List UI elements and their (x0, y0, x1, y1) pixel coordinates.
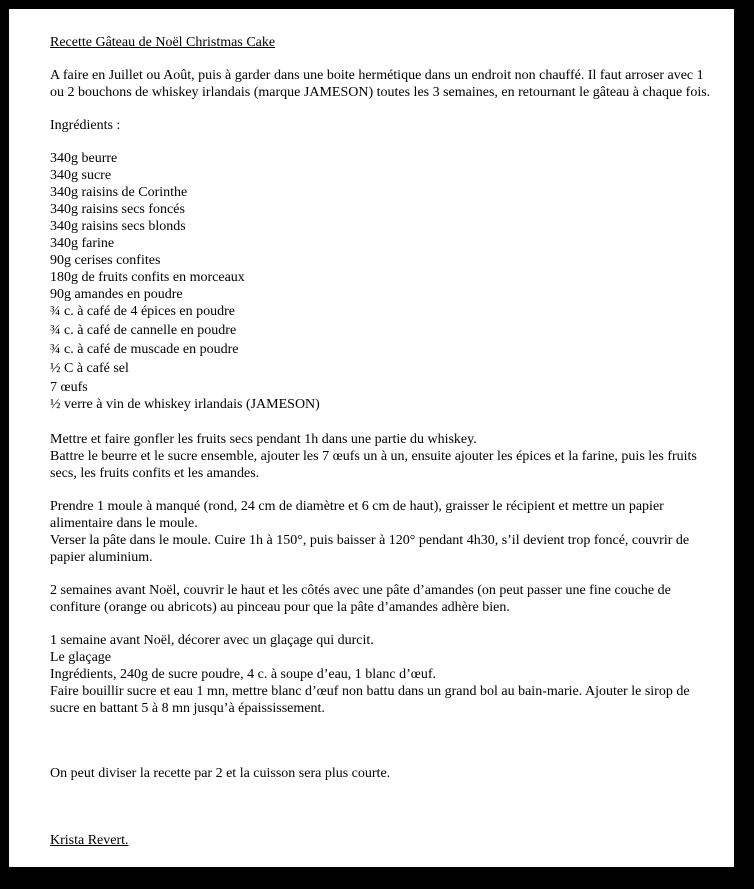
method-paragraph-almond-paste: 2 semaines avant Noël, couvrir le haut et les côtés avec une pâte d’amandes (on peut passer une fine couche de confiture (orange ou abricots) au pinceau pour que la pâte d’amandes adhère bien. (50, 583, 671, 615)
method-paragraph-1 (50, 431, 715, 482)
glaze-method: Faire bouillir sucre et eau 1 mn, mettre blanc d’œuf non battu dans un grand bol au bain-marie. Ajouter le sirop de sucre en battant 5 à 8 mn jusqu’à épaississement. (50, 684, 690, 716)
ingredient-item: 90g cerises confites (50, 253, 161, 268)
ingredient-item: ½ verre à vin de whiskey irlandais (JAMESON) (50, 397, 320, 412)
method-paragraph-2 (50, 498, 715, 566)
ingredient-item: 90g amandes en poudre (50, 287, 183, 302)
method-step-mould: Prendre 1 moule à manqué (rond, 24 cm de diamètre et 6 cm de haut), graisser le récipient et mettre un papier alimentaire dans le moule. (50, 499, 664, 531)
ingredient-item: 340g beurre (50, 151, 118, 166)
recipe-note: On peut diviser la recette par 2 et la cuisson sera plus courte. (50, 766, 391, 781)
ingredient-item: ¾ c. à café de 4 épices en poudre (50, 304, 236, 319)
ingredient-item: ½ C à café sel (50, 361, 129, 376)
glaze-intro: 1 semaine avant Noël, décorer avec un glaçage qui durcit. (50, 633, 374, 648)
ingredient-item: 340g sucre (50, 168, 112, 183)
ingredient-item: 340g farine (50, 236, 115, 251)
ingredient-item: 340g raisins secs blonds (50, 219, 186, 234)
ingredients-heading: Ingrédients : (50, 118, 121, 133)
method-step-soak: Mettre et faire gonfler les fruits secs pendant 1h dans une partie du whiskey. (50, 432, 477, 447)
ingredients-list (50, 150, 715, 415)
glaze-ingredients: Ingrédients, 240g de sucre poudre, 4 c. à soupe d’eau, 1 blanc d’œuf. (50, 667, 437, 682)
ingredient-item: ¾ c. à café de cannelle en poudre (50, 323, 237, 338)
ingredient-item: 340g raisins de Corinthe (50, 185, 188, 200)
intro-paragraph: A faire en Juillet ou Août, puis à garder dans une boite hermétique dans un endroit non chauffé. Il faut arroser avec 1 ou 2 bouchons de whiskey irlandais (marque JAMESON) toutes les 3 semaines, en retournant le gâteau à chaque fois. (50, 68, 711, 100)
method-step-mix: Battre le beurre et le sucre ensemble, ajouter les 7 œufs un à un, ensuite ajouter les épices et la farine, puis les fruits secs, les fruits confits et les amandes. (50, 449, 697, 481)
ingredient-item: 7 œufs (50, 380, 88, 395)
recipe-document (50, 34, 715, 865)
ingredient-item: 180g de fruits confits en morceaux (50, 270, 245, 285)
ingredient-item: 340g raisins secs foncés (50, 202, 185, 217)
author-signature: Krista Revert. (50, 833, 129, 848)
ingredient-item: ¾ c. à café de muscade en poudre (50, 342, 239, 357)
recipe-title: Recette Gâteau de Noël Christmas Cake (50, 35, 276, 50)
glaze-section (50, 632, 715, 717)
method-step-bake: Verser la pâte dans le moule. Cuire 1h à 150°, puis baisser à 120° pendant 4h30, s’il devient trop foncé, couvrir de papier aluminium. (50, 533, 690, 565)
glaze-heading: Le glaçage (50, 650, 112, 665)
